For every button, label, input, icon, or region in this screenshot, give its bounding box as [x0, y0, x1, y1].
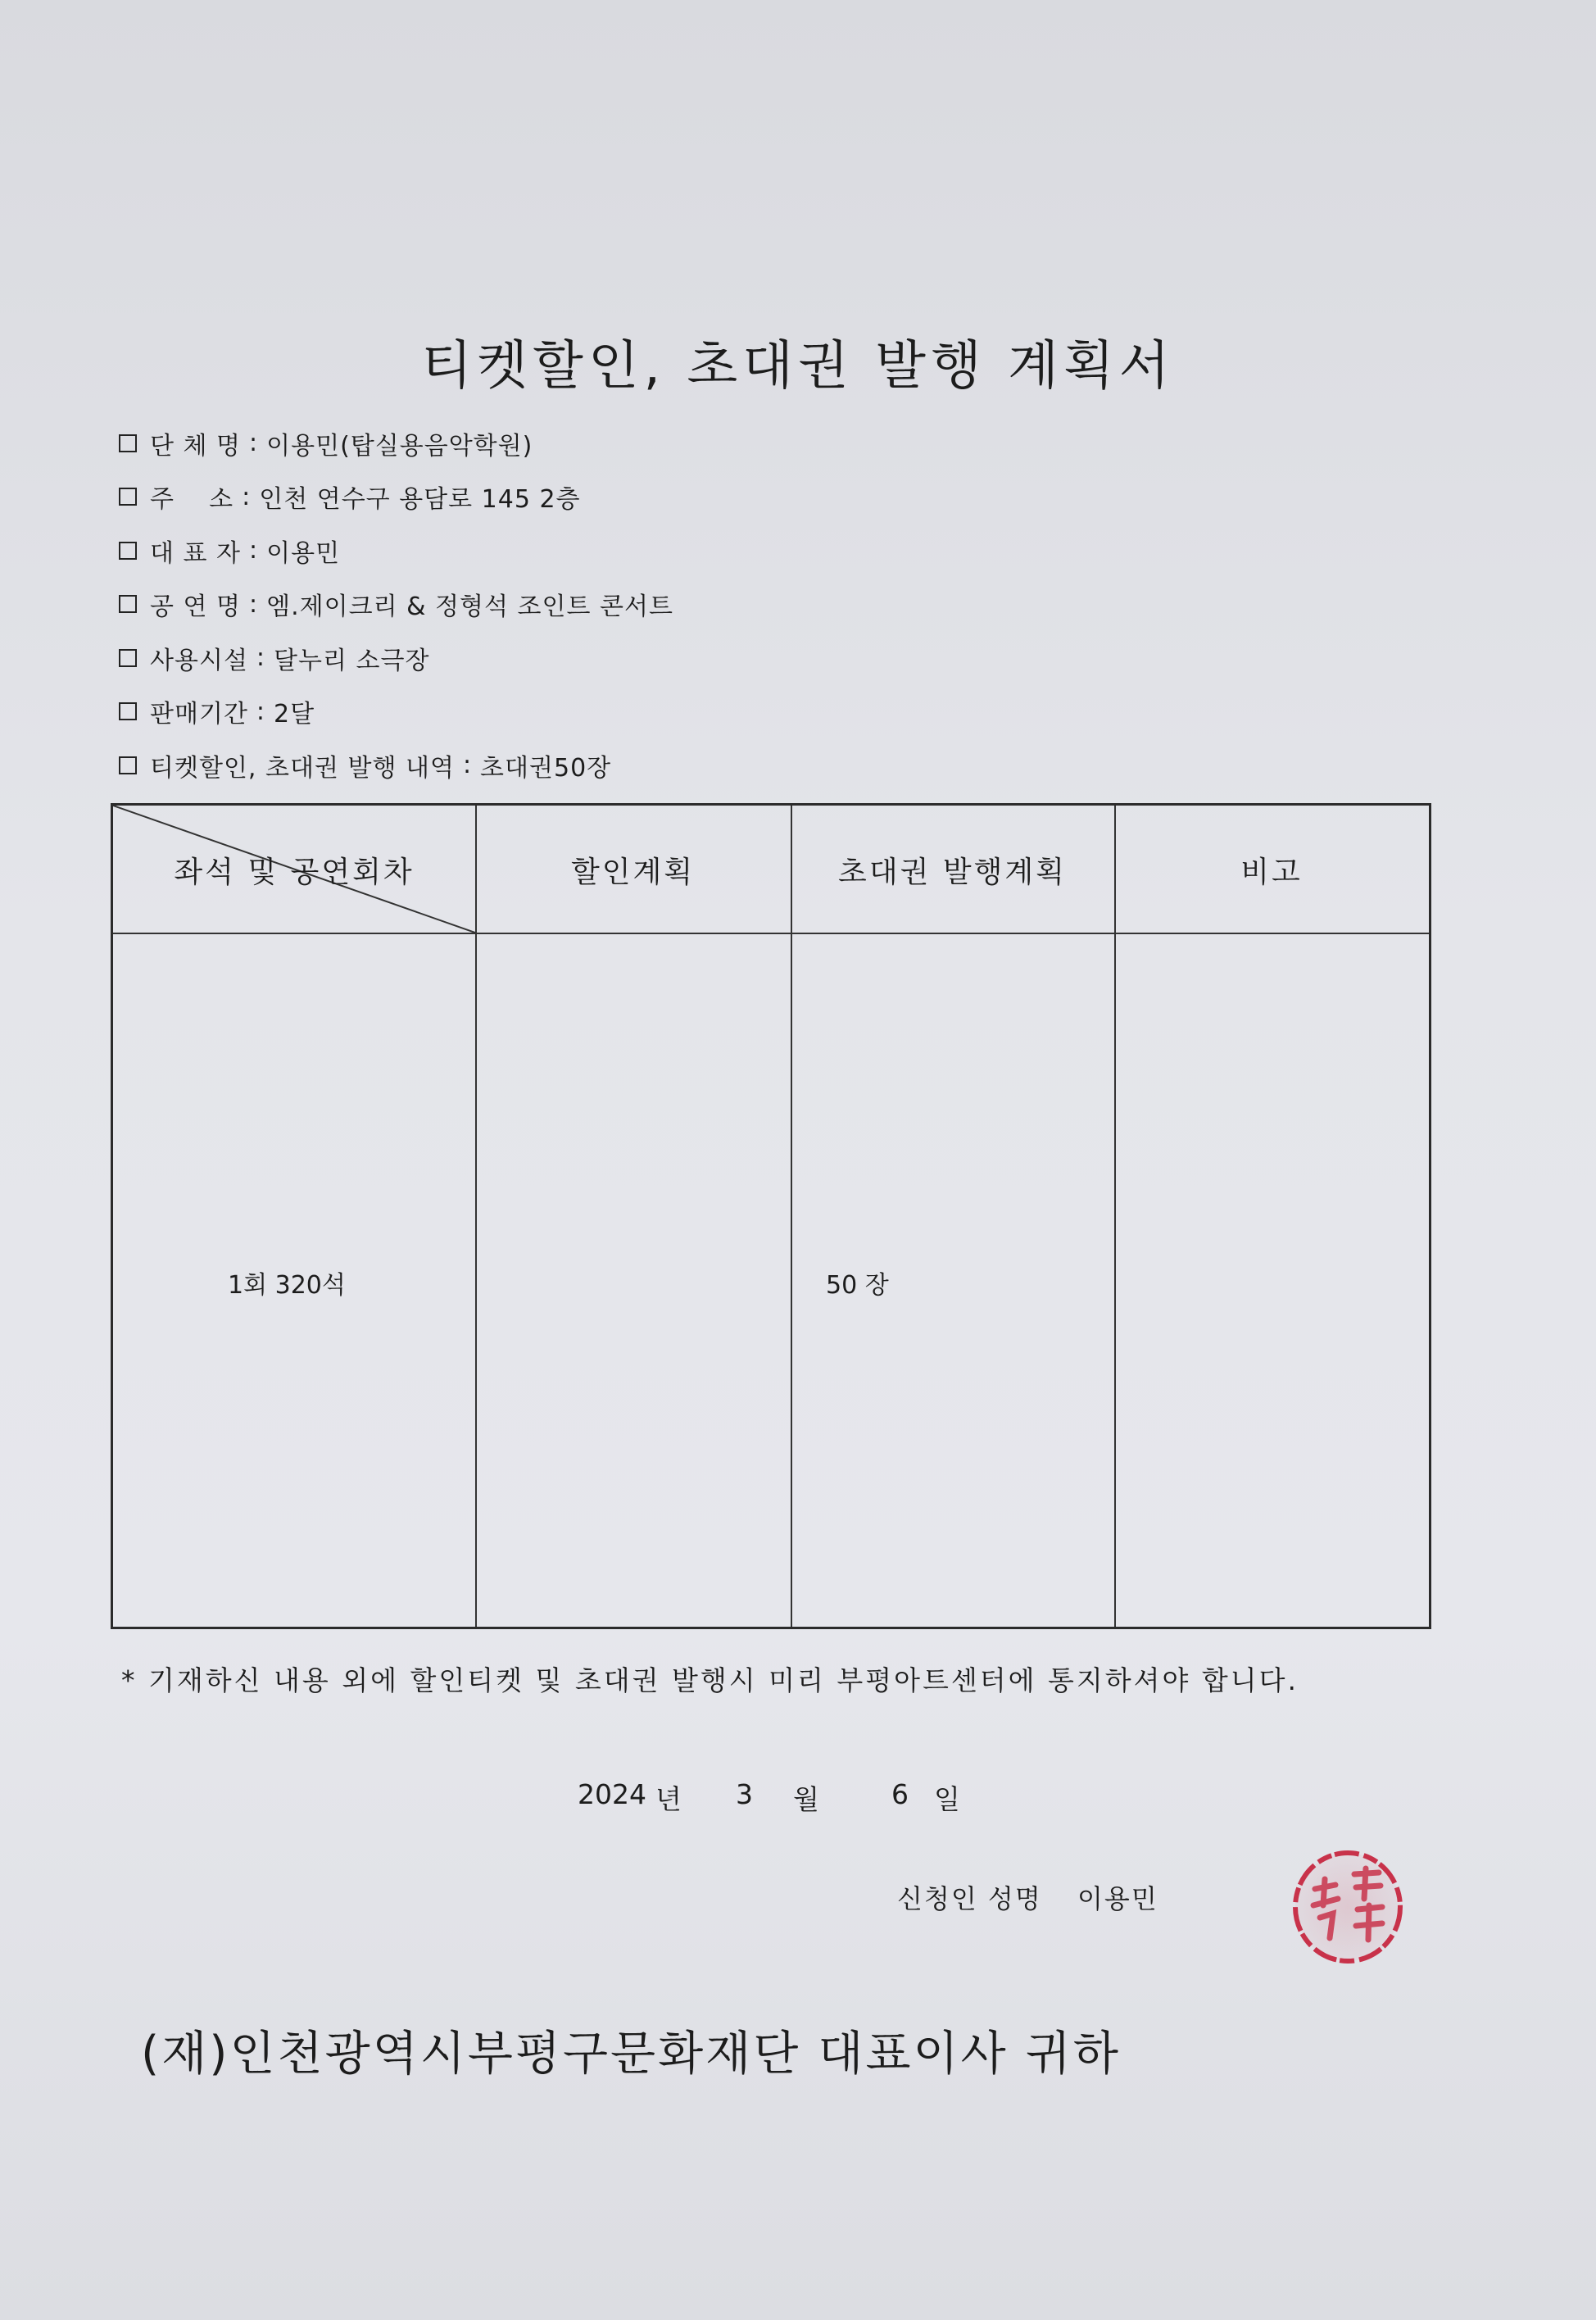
info-row-issuance-details: [119, 738, 673, 792]
checkbox-icon: [119, 702, 137, 720]
date-year: 2024: [578, 1778, 646, 1810]
info-separator: :: [249, 429, 259, 458]
info-label: 주 소: [150, 485, 234, 515]
info-label: 판매기간: [150, 700, 248, 729]
info-value: 달누리 소극장: [274, 646, 430, 675]
info-label: 단 체 명: [150, 431, 242, 461]
recipient-line: (재)인천광역시부평구문화재단 대표이사 귀하: [141, 2027, 1121, 2081]
date-month: 3: [736, 1778, 753, 1810]
info-separator: :: [256, 697, 266, 726]
info-value: 2달: [274, 700, 315, 729]
document-title: 티켓할인, 초대권 발행 계획서: [421, 336, 1175, 397]
column-divider: [791, 806, 792, 1627]
info-row-performance-name: [119, 578, 673, 632]
checkbox-icon: [119, 434, 137, 452]
header-discount-plan: 할인계획: [570, 856, 696, 889]
cell-seats-and-shows: 1회 320석: [228, 1271, 346, 1300]
info-list: [119, 416, 673, 792]
seal-stamp-icon: [1290, 1848, 1405, 1967]
plan-table: [111, 803, 1431, 1629]
table-header-row: [113, 806, 1429, 934]
date-day-unit: 일: [934, 1783, 960, 1815]
info-label: 대 표 자: [150, 538, 242, 568]
applicant-name: 이용민: [1077, 1883, 1158, 1914]
date-day: 6: [891, 1778, 909, 1810]
checkbox-icon: [119, 488, 137, 506]
info-value: 초대권50장: [480, 753, 612, 783]
info-row-facility: [119, 631, 673, 685]
info-value: 엠.제이크리 & 정형석 조인트 콘서트: [266, 592, 673, 622]
date-year-unit: 년: [655, 1783, 682, 1815]
info-value: 이용민: [266, 538, 341, 568]
info-separator: :: [242, 482, 252, 511]
info-value: 이용민(탑실용음악학원): [266, 431, 533, 461]
info-separator: :: [256, 643, 266, 673]
header-seats-and-shows: 좌석 및 공연회차: [174, 856, 415, 889]
date-month-unit: 월: [793, 1783, 819, 1815]
info-separator: :: [249, 536, 259, 565]
info-label: 티켓할인, 초대권 발행 내역: [150, 753, 455, 783]
checkbox-icon: [119, 595, 137, 613]
info-value: 인천 연수구 용담로 145 2층: [259, 485, 581, 515]
column-divider: [1114, 806, 1116, 1627]
info-row-representative: [119, 524, 673, 578]
info-separator: :: [462, 751, 473, 780]
header-remarks: 비고: [1240, 856, 1303, 889]
header-invitation-plan: 초대권 발행계획: [838, 856, 1067, 889]
cell-invitation-plan: 50 장: [826, 1271, 889, 1300]
info-separator: :: [249, 589, 259, 619]
applicant-label: 신청인 성명: [897, 1883, 1042, 1914]
notice-text: * 기재하신 내용 외에 할인티켓 및 초대권 발행시 미리 부평아트센터에 통지하셔야 합니다.: [121, 1664, 1299, 1696]
checkbox-icon: [119, 649, 137, 667]
column-divider: [475, 806, 477, 1627]
info-row-address: [119, 470, 673, 524]
info-row-group-name: [119, 416, 673, 470]
info-label: 공 연 명: [150, 592, 242, 622]
checkbox-icon: [119, 542, 137, 560]
info-row-sales-period: [119, 685, 673, 739]
checkbox-icon: [119, 756, 137, 774]
info-label: 사용시설: [150, 646, 248, 675]
